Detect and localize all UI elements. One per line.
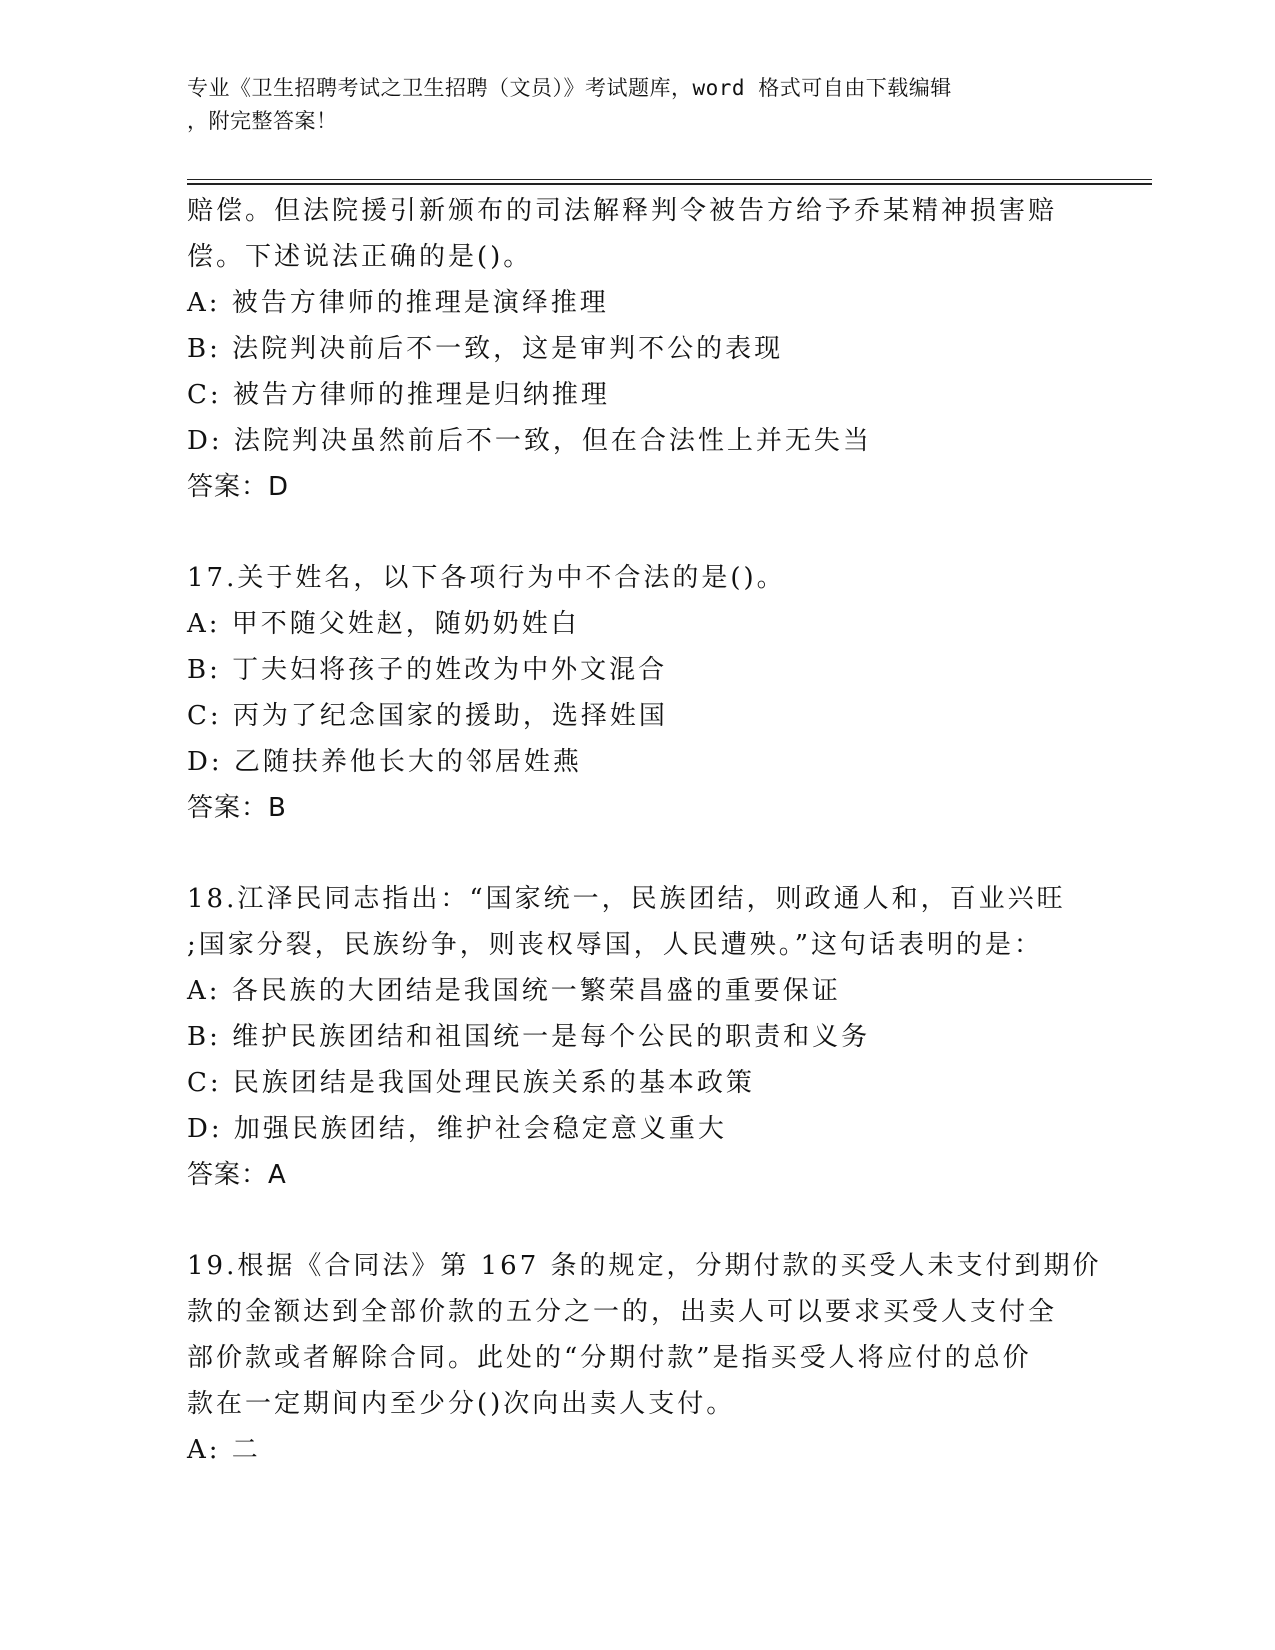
option-d: D: 加强民族团结，维护社会稳定意义重大 (187, 1114, 727, 1144)
question-text: 款在一定期间内至少分()次向出卖人支付。 (187, 1389, 736, 1419)
question-16 (187, 188, 1087, 510)
question-text: 赔偿。但法院援引新颁布的司法解释判令被告方给予乔某精神损害赔 (187, 196, 1058, 226)
question-text: 17.关于姓名，以下各项行为中不合法的是()。 (187, 563, 786, 593)
option-b: B: 维护民族团结和祖国统一是每个公民的职责和义务 (187, 1022, 871, 1052)
option-c: C: 民族团结是我国处理民族关系的基本政策 (187, 1068, 755, 1098)
question-19 (187, 1243, 1102, 1473)
document-header (187, 72, 1087, 138)
question-list (187, 188, 1102, 1473)
question-text: 19.根据《合同法》第 167 条的规定，分期付款的买受人未支付到期价 (187, 1251, 1102, 1281)
option-c: C: 丙为了纪念国家的援助，选择姓国 (187, 701, 668, 731)
question-18 (187, 876, 1087, 1198)
option-b: B: 丁夫妇将孩子的姓改为中外文混合 (187, 655, 668, 685)
header-divider (187, 179, 1152, 185)
question-17 (187, 555, 1087, 831)
question-text: 偿。下述说法正确的是()。 (187, 242, 533, 272)
option-b: B: 法院判决前后不一致，这是审判不公的表现 (187, 334, 784, 364)
option-a: A: 甲不随父姓赵，随奶奶姓白 (187, 609, 580, 639)
question-text: ;国家分裂，民族纷争，则丧权辱国，人民遭殃。”这句话表明的是： (187, 930, 1044, 960)
option-d: D: 乙随扶养他长大的邻居姓燕 (187, 747, 582, 777)
option-a: A: 被告方律师的推理是演绎推理 (187, 288, 609, 318)
header-line-1: 专业《卫生招聘考试之卫生招聘（文员）》考试题库，word 格式可自由下载编辑 (187, 76, 952, 100)
question-text: 18.江泽民同志指出：“国家统一，民族团结，则政通人和，百业兴旺 (187, 884, 1066, 914)
question-text: 部价款或者解除合同。此处的“分期付款”是指买受人将应付的总价 (187, 1343, 1032, 1373)
question-text: 款的金额达到全部价款的五分之一的，出卖人可以要求买受人支付全 (187, 1297, 1058, 1327)
option-d: D: 法院判决虽然前后不一致，但在合法性上并无失当 (187, 426, 872, 456)
option-a: A: 二 (187, 1435, 261, 1465)
answer-line: 答案：B (187, 793, 287, 823)
option-a: A: 各民族的大团结是我国统一繁荣昌盛的重要保证 (187, 976, 841, 1006)
answer-line: 答案：A (187, 1160, 287, 1190)
header-line-2: ，附完整答案！ (187, 109, 338, 133)
option-c: C: 被告方律师的推理是归纳推理 (187, 380, 610, 410)
answer-line: 答案：D (187, 472, 290, 502)
